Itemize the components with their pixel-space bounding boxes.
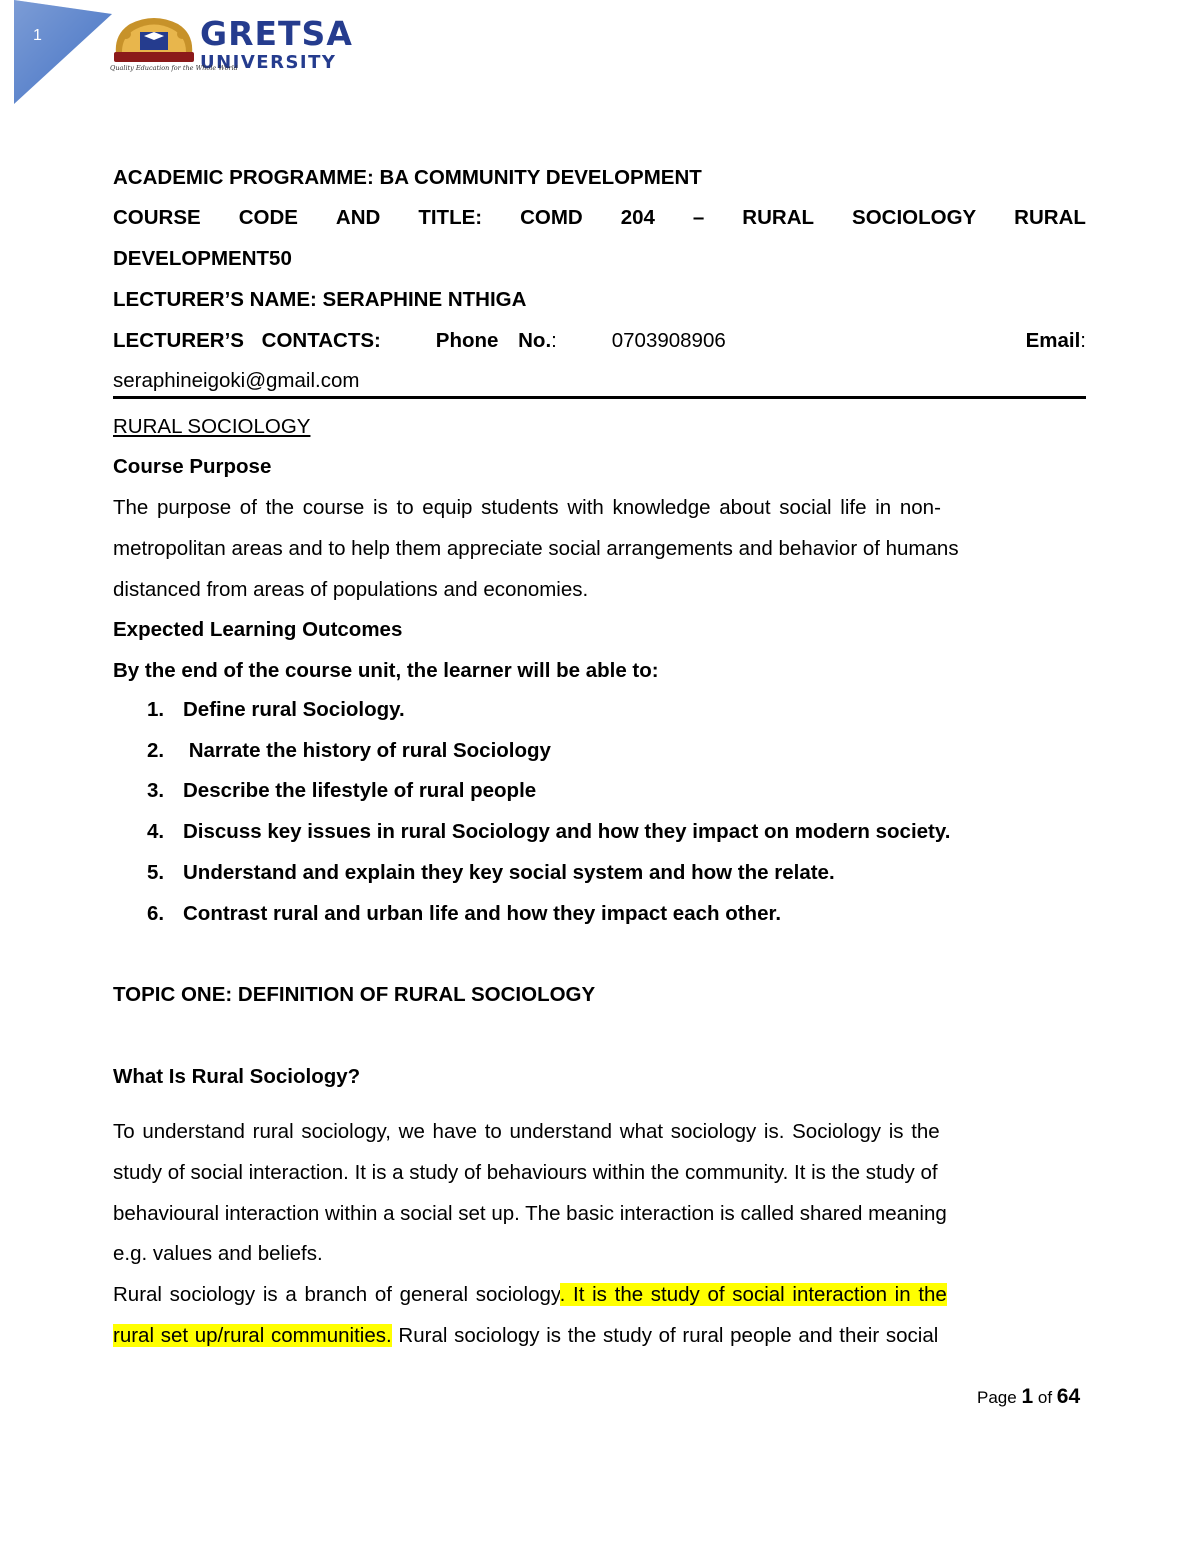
outcome-number: 4.: [147, 820, 165, 843]
course-word: RURAL: [742, 206, 815, 229]
page-corner-tab: [0, 0, 112, 104]
contacts-line: [113, 328, 1086, 354]
email-address: seraphineigoki@gmail.com: [113, 369, 360, 392]
course-title-line: [113, 205, 1086, 231]
purpose-heading: Course Purpose: [113, 455, 272, 478]
topic-paragraph-line: behavioural interaction within a social set up. The basic interaction is called shared meaning: [113, 1202, 947, 1225]
total-pages: 64: [1056, 1385, 1081, 1408]
phone-colon: :: [551, 329, 557, 352]
definition-line: [113, 1323, 1086, 1349]
definition-text: Rural sociology is the study of rural people and their social: [391, 1324, 939, 1347]
email-colon: :: [1080, 329, 1086, 352]
current-page: 1: [1021, 1385, 1034, 1408]
outcome-number: 5.: [147, 861, 165, 884]
outcome-item: [147, 779, 536, 803]
purpose-line: The purpose of the course is to equip students with knowledge about social life in non-: [113, 496, 941, 519]
course-title-line-2: DEVELOPMENT50: [113, 247, 292, 270]
course-word: TITLE:: [418, 206, 483, 229]
university-crest-icon: [110, 14, 198, 66]
outcome-item: [147, 739, 551, 763]
header-divider: [113, 396, 1086, 399]
course-word: 204: [620, 206, 655, 229]
course-word: CODE: [238, 206, 298, 229]
outcome-item: [147, 902, 781, 926]
outcome-text: Discuss key issues in rural Sociology and how they impact on modern society.: [183, 820, 951, 843]
purpose-line: metropolitan areas and to help them appreciate social arrangements and behavior of humans: [113, 537, 959, 560]
outcome-text: Contrast rural and urban life and how they impact each other.: [183, 902, 782, 925]
definition-line: [113, 1282, 1086, 1308]
outcome-number: 2.: [147, 739, 165, 762]
logo-name-gretsa: GRETSA: [200, 14, 353, 53]
outcome-number: 3.: [147, 779, 165, 802]
course-word: –: [692, 206, 705, 229]
university-logo: [110, 12, 370, 78]
section-title: RURAL SOCIOLOGY: [113, 415, 311, 438]
course-word: RURAL: [1014, 206, 1086, 229]
purpose-line: distanced from areas of populations and economies.: [113, 578, 589, 601]
outcome-text: Describe the lifestyle of rural people: [183, 779, 537, 802]
outcome-number: 6.: [147, 902, 165, 925]
outcome-number: 1.: [147, 698, 165, 721]
topic-paragraph-line: study of social interaction. It is a study of behaviours within the community. It is the study of: [113, 1161, 938, 1184]
email-label: Email: [1025, 329, 1081, 352]
outcome-item: [147, 698, 405, 722]
outcome-text: Define rural Sociology.: [183, 698, 405, 721]
phone-group: [436, 328, 557, 354]
course-word: SOCIOLOGY: [852, 206, 977, 229]
outcome-text: Narrate the history of rural Sociology: [183, 739, 551, 762]
course-word: COMD: [520, 206, 583, 229]
outcomes-intro: By the end of the course unit, the learner will be able to:: [113, 659, 659, 682]
phone-number: 0703908906: [611, 329, 726, 352]
logo-name-university: UNIVERSITY: [200, 52, 337, 73]
page-number-footer: [977, 1385, 1080, 1409]
topic-question: What Is Rural Sociology?: [113, 1065, 361, 1088]
highlighted-definition: . It is the study of social interaction in the: [559, 1283, 947, 1306]
phone-label: Phone No.: [435, 329, 552, 352]
outcome-text: Understand and explain they key social system and how the relate.: [183, 861, 835, 884]
highlighted-definition: rural set up/rural communities.: [113, 1324, 392, 1347]
course-word: AND: [335, 206, 381, 229]
topic-paragraph-line: e.g. values and beliefs.: [113, 1242, 323, 1265]
corner-page-number: 1: [33, 27, 42, 44]
email-group: [1026, 328, 1086, 354]
of-label: of: [1037, 1388, 1053, 1407]
topic-title: TOPIC ONE: DEFINITION OF RURAL SOCIOLOGY: [113, 983, 596, 1006]
outcomes-heading: Expected Learning Outcomes: [113, 618, 403, 641]
topic-paragraph-line: To understand rural sociology, we have to understand what sociology is. Sociology is the: [113, 1120, 940, 1143]
page-label: Page: [977, 1388, 1017, 1407]
logo-motto: Quality Education for the Whole World: [110, 64, 238, 72]
outcome-item: [147, 861, 835, 885]
course-word: COURSE: [113, 206, 201, 229]
contacts-label: LECTURER’S CONTACTS:: [113, 329, 381, 352]
lecturer-name: LECTURER’S NAME: SERAPHINE NTHIGA: [113, 288, 527, 311]
programme-line: ACADEMIC PROGRAMME: BA COMMUNITY DEVELOPMENT: [113, 166, 702, 189]
definition-text: Rural sociology is a branch of general sociology: [113, 1283, 560, 1306]
outcome-item: [147, 820, 950, 844]
